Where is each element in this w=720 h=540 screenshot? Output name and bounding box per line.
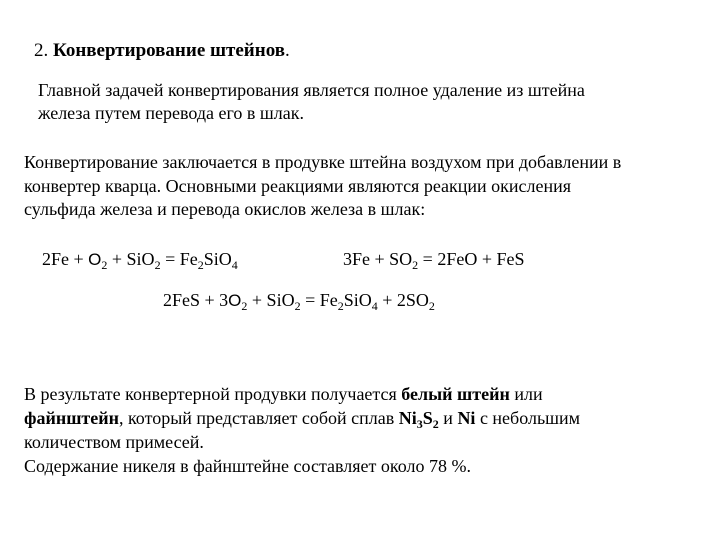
eq-text: 2Fe + [42,249,89,269]
reaction-equation-1 [42,248,238,271]
text-span: с небольшим [475,408,581,428]
eq-subscript: 2 [412,258,419,272]
paragraph-line: железа путем перевода его в шлак. [38,103,304,123]
paragraph-line: конвертер кварца. Основными реакциями являются реакции окисления [24,175,572,196]
reaction-equation-2 [343,248,524,270]
text-span: и [438,408,458,428]
eq-subscript: 2 [101,258,108,272]
paragraph-line: сульфида железа и перевода окислов железа в шлак: [24,199,426,219]
eq-text: = Fe [300,290,338,310]
eq-text: + 2SO [377,290,429,310]
text-span: , который представляет собой сплав [118,408,399,428]
heading-title: Конвертирование штейнов [53,40,285,61]
eq-subscript: 2 [294,299,301,313]
term-fine-matte: файнштейн [24,408,119,428]
section-heading [34,40,290,62]
formula-ni: Ni [457,408,476,428]
paragraph-line: количеством примесей. [24,432,204,452]
paragraph-converting [24,151,621,222]
formula-ni3s2 [398,408,439,431]
eq-subscript: 2 [241,299,248,313]
eq-subscript: 2 [337,299,344,313]
eq-text: SiO [343,290,372,310]
eq-subscript: 4 [371,299,378,313]
text-span: В результате конвертерной продувки получается [24,384,402,404]
reaction-equation-3 [163,289,435,312]
eq-text: 3Fe + SO [343,249,413,269]
eq-oxygen-symbol: O [88,250,102,269]
text-span: или [509,384,543,404]
eq-subscript: 2 [428,299,435,313]
term-white-matte: белый штейн [401,384,510,404]
eq-oxygen-symbol: O [228,291,242,310]
heading-period: . [285,40,290,61]
paragraph-result [24,382,580,478]
paragraph-line [24,382,580,406]
formula-subscript: 3 [416,417,423,431]
formula-subscript: 2 [432,417,439,431]
eq-text: = Fe [160,249,198,269]
eq-subscript: 2 [197,258,204,272]
text-span: S [422,408,433,428]
eq-subscript: 4 [231,258,238,272]
paragraph-line: Содержание никеля в файнштейне составляет около 78 %. [24,456,471,476]
eq-text: + SiO [247,290,295,310]
text-span: Ni [398,408,417,428]
paragraph-main-task [38,79,585,125]
paragraph-line: Конвертирование заключается в продувке штейна воздухом при добавлении в [24,152,622,172]
heading-number: 2. [34,40,53,61]
paragraph-line [24,406,580,430]
eq-text: = 2FeO + FeS [418,249,525,269]
eq-text: SiO [203,249,232,269]
eq-text: + SiO [107,249,155,269]
eq-subscript: 2 [154,258,161,272]
eq-text: 2FeS + 3 [163,290,229,310]
paragraph-line: Главной задачей конвертирования является полное удаление из штейна [38,80,585,100]
